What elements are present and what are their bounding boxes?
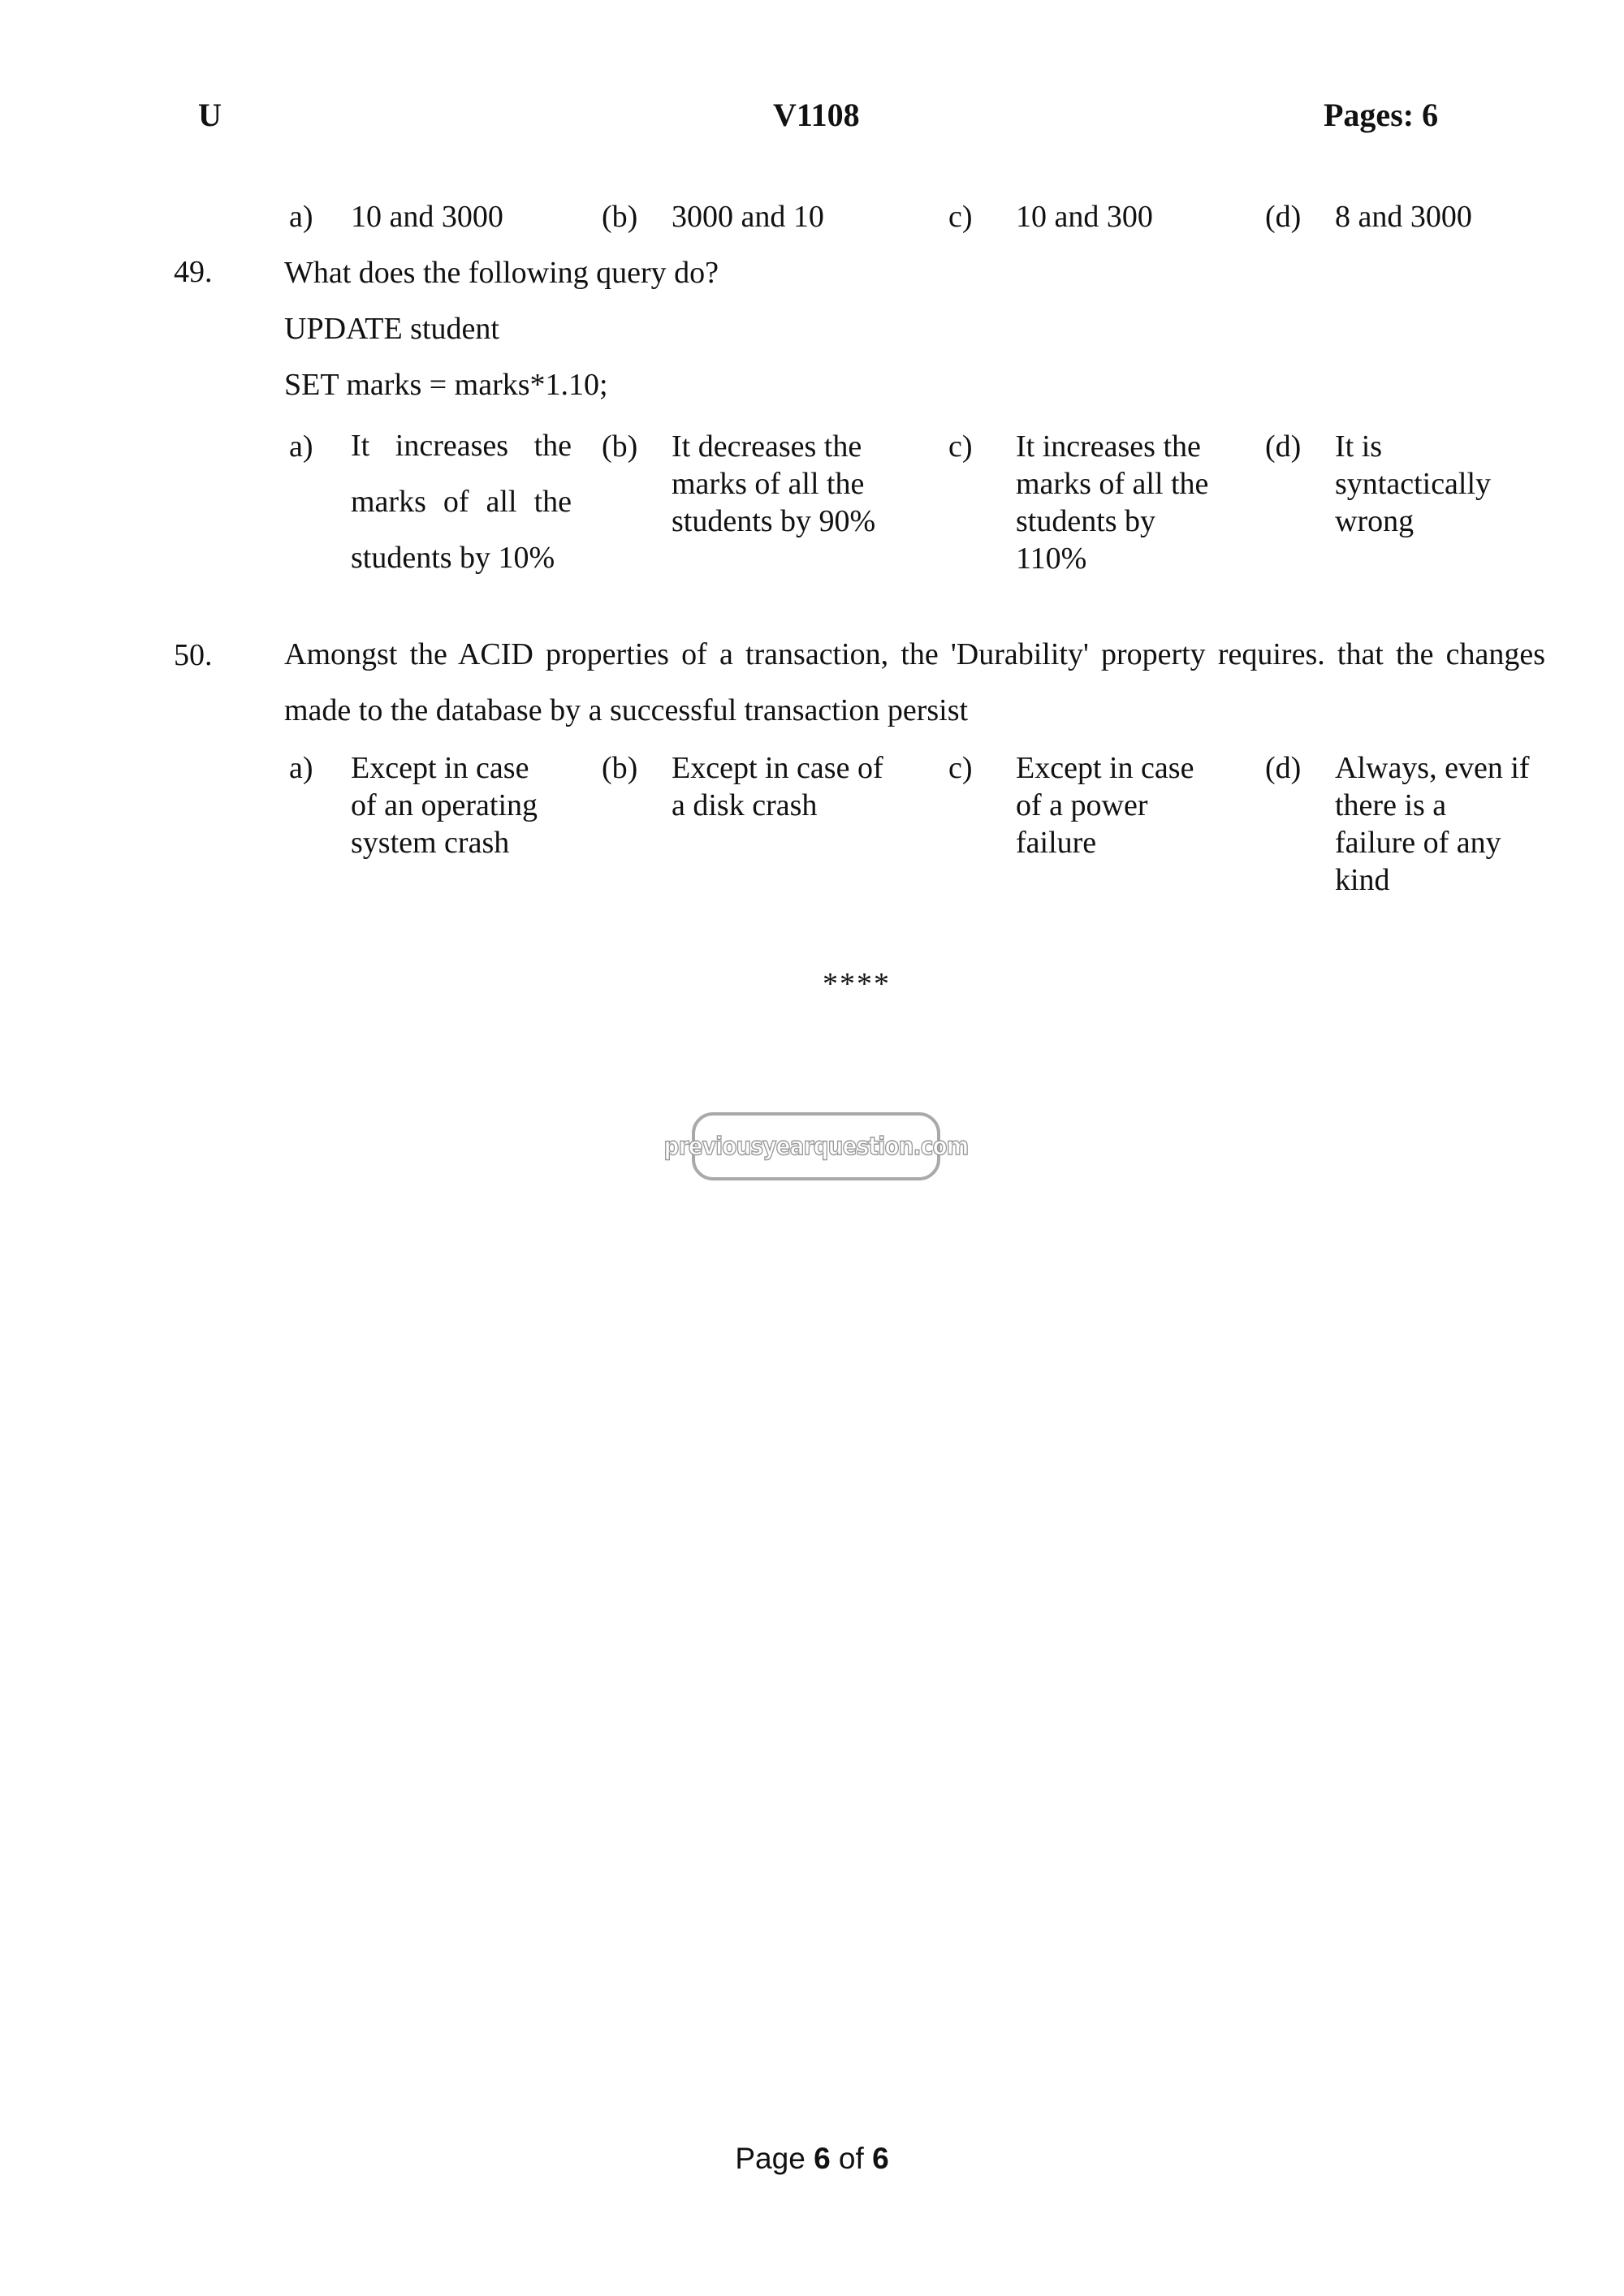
code-line: UPDATE student: [284, 312, 499, 346]
option-line: wrong: [1335, 504, 1415, 538]
option-line: students by: [1016, 504, 1156, 538]
option-line: there is a: [1335, 788, 1447, 822]
q50-option-b-label: (b): [602, 751, 638, 785]
option-line: It is: [1335, 429, 1383, 464]
q50-option-d-text: [1335, 749, 1530, 899]
q48-option-d-label: (d): [1265, 200, 1302, 234]
header-page-count: Pages: 6: [1324, 97, 1439, 133]
option-line: marks of all the: [672, 467, 865, 501]
end-of-paper-marker: ****: [823, 967, 891, 1001]
option-line: Always, even if: [1335, 751, 1530, 785]
footer-current-page: 6: [814, 2142, 831, 2175]
question-number: 49.: [174, 255, 213, 289]
option-line: It decreases the: [672, 429, 862, 464]
q49-option-a-label: a): [289, 429, 313, 464]
question-number: 50.: [174, 638, 213, 672]
q50-option-d-label: (d): [1265, 751, 1302, 785]
option-line: failure of any: [1335, 826, 1501, 860]
option-line: 110%: [1016, 542, 1087, 576]
q49-option-d-label: (d): [1265, 429, 1302, 464]
option-line: Except in case: [351, 751, 529, 785]
option-line: students by 10%: [351, 541, 555, 575]
q50-option-c-text: [1016, 749, 1194, 861]
q50-option-b-text: [672, 749, 883, 824]
option-line: students by 90%: [672, 504, 876, 538]
watermark-text: previousyearquestion.com: [663, 1132, 969, 1161]
q49-option-a-text: [351, 418, 572, 586]
q48-option-d-text: 8 and 3000: [1335, 200, 1472, 234]
q49-option-c-text: [1016, 428, 1208, 577]
q49-option-c-label: c): [948, 429, 973, 464]
q50-option-a-label: a): [289, 751, 313, 785]
option-line: a disk crash: [672, 788, 818, 822]
q48-option-a-label: a): [289, 200, 313, 234]
code-line: SET marks = marks*1.10;: [284, 368, 608, 402]
option-line: marks of all the: [351, 485, 572, 519]
question-text: What does the following query do?: [284, 256, 719, 290]
option-line: failure: [1016, 826, 1097, 860]
option-line: It increases the: [351, 429, 572, 463]
watermark-logo: [663, 1112, 969, 1180]
option-line: of an operating: [351, 788, 538, 822]
option-line: kind: [1335, 863, 1390, 897]
q49-option-b-text: [672, 428, 875, 540]
question-text: Amongst the ACID properties of a transaction, the 'Durability' property requires. that the changes made to the database by a successful transaction persist: [284, 637, 1545, 727]
page-footer: [0, 2142, 1624, 2176]
q48-option-b-text: 3000 and 10: [672, 200, 824, 234]
footer-of: of: [838, 2142, 864, 2175]
q48-option-c-label: c): [948, 200, 973, 234]
q49-option-d-text: [1335, 428, 1491, 540]
option-line: syntactically: [1335, 467, 1492, 501]
header-paper-code-letter: U: [198, 97, 222, 133]
footer-prefix: Page: [735, 2142, 806, 2175]
header-paper-id: V1108: [773, 97, 860, 133]
option-line: It increases the: [1016, 429, 1201, 464]
option-line: of a power: [1016, 788, 1148, 822]
q50-option-c-label: c): [948, 751, 973, 785]
option-line: Except in case: [1016, 751, 1194, 785]
q50-option-a-text: [351, 749, 538, 861]
footer-total-pages: 6: [872, 2142, 889, 2175]
q48-option-b-label: (b): [602, 200, 638, 234]
option-line: system crash: [351, 826, 510, 860]
q48-option-a-text: 10 and 3000: [351, 200, 503, 234]
option-line: Except in case of: [672, 751, 883, 785]
q48-option-c-text: 10 and 300: [1016, 200, 1153, 234]
option-line: marks of all the: [1016, 467, 1209, 501]
q49-option-b-label: (b): [602, 429, 638, 464]
